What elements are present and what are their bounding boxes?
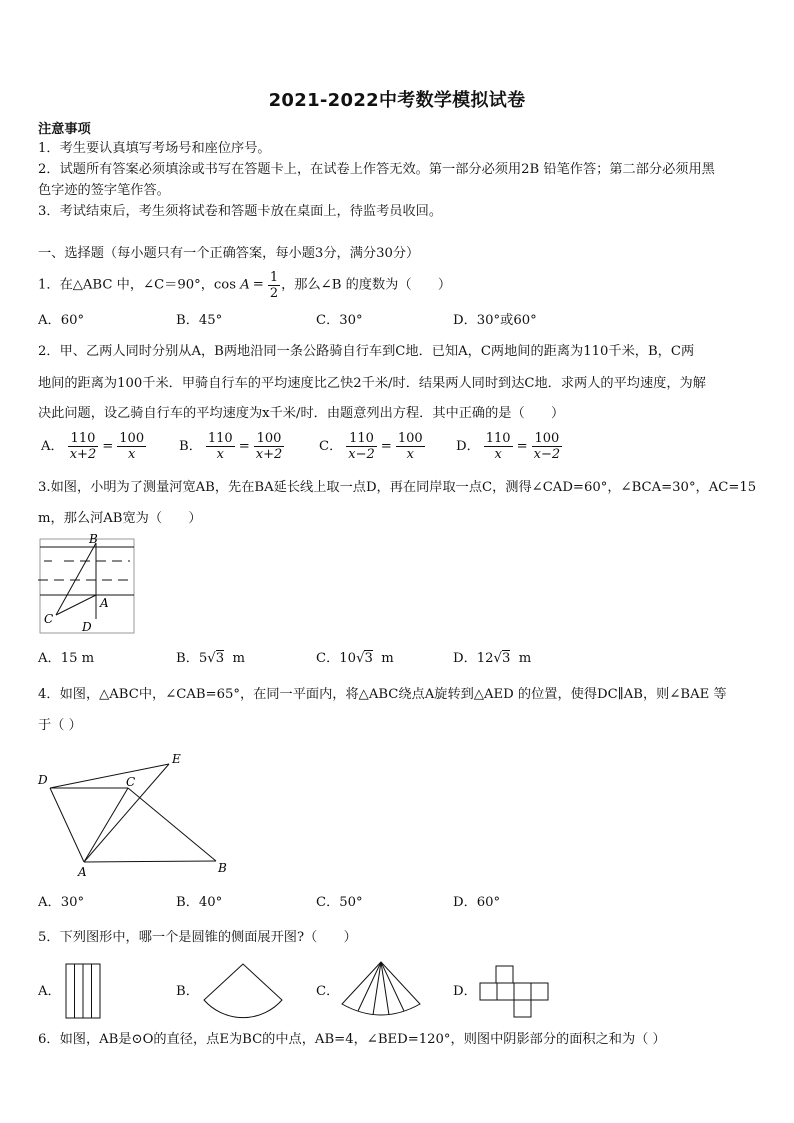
- segment-ab: [84, 861, 216, 862]
- label-d: D: [82, 620, 92, 634]
- figure-frame: [40, 539, 134, 633]
- option-label: B．: [179, 438, 202, 454]
- question-6: 6．如图，AB是⊙O的直径，点E为BC的中点，AB=4，∠BED=120°，则图中阴影部分的面积之和为（ ）: [38, 1032, 666, 1047]
- rotation-figure: [34, 748, 234, 880]
- fraction-denominator: x−2: [533, 447, 561, 462]
- fraction-numerator: 100: [254, 431, 285, 447]
- equals-sign: =: [516, 438, 528, 454]
- option-label: D．: [456, 438, 480, 454]
- q5-option-c-label: C．: [316, 984, 340, 999]
- fraction-numerator: 110: [68, 431, 99, 447]
- question-3-line: 3.如图，小明为了测量河宽AB，先在BA延长线上取一点D，再在同岸取一点C，测得∠CAD=60°，∠BCA=30°，AC=15: [38, 480, 757, 495]
- unit: m: [232, 651, 245, 666]
- fraction-numerator: 100: [119, 431, 145, 446]
- label-b: B: [89, 533, 98, 546]
- cube-net-figure: [478, 964, 552, 1018]
- q5-option-b-label: B．: [176, 984, 199, 999]
- coefficient: 12: [476, 651, 494, 666]
- fraction-numerator: 110: [207, 431, 233, 446]
- rectangle-net-figure: [62, 962, 104, 1020]
- unit: m: [381, 651, 394, 666]
- page-title: 2021-2022中考数学模拟试卷: [268, 90, 526, 111]
- coefficient: 5: [198, 651, 208, 666]
- equals-sign: =: [238, 438, 250, 454]
- section-heading: 一、选择题（每小题只有一个正确答案，每小题3分，满分30分）: [38, 246, 420, 261]
- q3-option-a: A．15 m: [38, 651, 95, 666]
- cos-label: cos: [213, 277, 237, 293]
- q1-option-b: B．45°: [176, 313, 223, 328]
- fraction-numerator: 1: [269, 269, 279, 285]
- angle-var: A: [240, 277, 250, 293]
- notice-item: 色字迹的签字笔作答。: [38, 183, 170, 198]
- question-1-pre: 1．在△ABC 中，∠C＝90°，: [38, 277, 214, 293]
- fraction-denominator: x: [406, 447, 414, 462]
- sqrt-sign: √: [356, 651, 365, 666]
- q2-option-b: [176, 431, 285, 462]
- segment-bc: [56, 543, 96, 615]
- q1-option-a: A．60°: [38, 313, 85, 328]
- sector-figure: [200, 960, 286, 1020]
- option-label: C．: [319, 438, 343, 454]
- q2-option-c: [316, 431, 426, 462]
- question-4-line: 4．如图，△ABC中，∠CAB=65°，在同一平面内，将△ABC绕点A旋转到△AED 的位置，使得DC∥AB，则∠BAE 等: [38, 687, 727, 702]
- fraction-denominator: x: [216, 447, 224, 462]
- question-3-line: m，那么河AB宽为（ ）: [38, 511, 202, 526]
- fraction-numerator: 100: [397, 431, 423, 446]
- label-d: D: [38, 773, 48, 787]
- fraction-numerator: 100: [532, 431, 563, 447]
- q4-option-d: D．60°: [453, 895, 501, 910]
- fraction-denominator: x−2: [348, 447, 375, 462]
- sqrt-sign: √: [493, 651, 502, 666]
- q3-option-d: [453, 650, 531, 668]
- label-a: A: [78, 865, 87, 879]
- label-c: C: [126, 775, 136, 789]
- cone-figure: [338, 958, 424, 1022]
- q5-option-d-label: D．: [453, 984, 477, 999]
- river-figure: [34, 533, 138, 635]
- question-5: 5．下列图形中，哪一个是圆锥的侧面展开图?（ ）: [38, 930, 357, 945]
- q2-option-a: [38, 431, 147, 462]
- option-label: D．: [453, 651, 477, 666]
- option-label: C．: [316, 651, 340, 666]
- q3-option-c: [316, 650, 394, 668]
- fraction-numerator: 110: [485, 431, 511, 446]
- option-label: A．: [41, 438, 64, 454]
- q5-option-a-label: A．: [38, 984, 61, 999]
- fraction: [268, 270, 280, 301]
- q4-option-b: B．40°: [176, 895, 223, 910]
- notice-item: 3．考试结束后，考生须将试卷和答题卡放在桌面上，待监考员收回。: [38, 204, 443, 219]
- fraction-denominator: 2: [269, 285, 279, 301]
- equals-sign: =: [380, 438, 392, 454]
- label-c: C: [44, 612, 54, 626]
- notice-item: 2．试题所有答案必须填涂或书写在答题卡上，在试卷上作答无效。第一部分必须用2B 铅笔作答；第二部分必须用黑: [38, 162, 715, 177]
- notice-heading: 注意事项: [38, 122, 91, 137]
- label-a: A: [100, 596, 109, 610]
- q2-option-d: [453, 431, 563, 462]
- fraction-denominator: x: [128, 447, 136, 462]
- question-1-post: ，那么∠B 的度数为（ ）: [281, 277, 452, 293]
- radicand: 3: [215, 651, 225, 666]
- notice-item: 1．考生要认真填写考场号和座位序号。: [38, 141, 271, 156]
- fraction-denominator: x+2: [69, 447, 97, 462]
- q3-option-b: [176, 650, 245, 668]
- segment-cb: [128, 788, 216, 861]
- fraction-denominator: x: [494, 447, 502, 462]
- segment-ac: [84, 788, 128, 862]
- unit: m: [518, 651, 532, 666]
- question-2-line: 地间的距离为100千米．甲骑自行车的平均速度比乙快2千米/时．结果两人同时到达C地．求两人的平均速度，为解: [38, 376, 706, 391]
- radicand: 3: [364, 651, 373, 666]
- q4-option-a: A．30°: [38, 895, 85, 910]
- label-b: B: [218, 861, 227, 875]
- coefficient: 10: [339, 651, 357, 666]
- q4-option-c: C．50°: [316, 895, 363, 910]
- fraction-numerator: 110: [346, 431, 377, 447]
- equals-sign: =: [102, 438, 114, 454]
- label-e: E: [172, 752, 181, 766]
- fraction-denominator: x+2: [255, 447, 283, 462]
- question-2-line: 决此问题，设乙骑自行车的平均速度为x千米/时．由题意列出方程．其中正确的是（ ）: [38, 406, 565, 421]
- radicand: 3: [501, 651, 511, 666]
- equals-sign: =: [252, 277, 264, 292]
- q1-option-c: C．30°: [316, 313, 363, 328]
- sqrt-sign: √: [207, 651, 216, 666]
- option-label: B．: [176, 651, 199, 666]
- segment-da: [50, 788, 84, 862]
- q1-option-d: D．30°或60°: [453, 313, 537, 328]
- question-2-line: 2．甲、乙两人同时分别从A，B两地沿同一条公路骑自行车到C地．已知A，C两地间的距离为110千米，B，C两: [38, 344, 695, 359]
- question-1: [38, 268, 451, 303]
- question-4-line: 于（ ）: [38, 718, 82, 733]
